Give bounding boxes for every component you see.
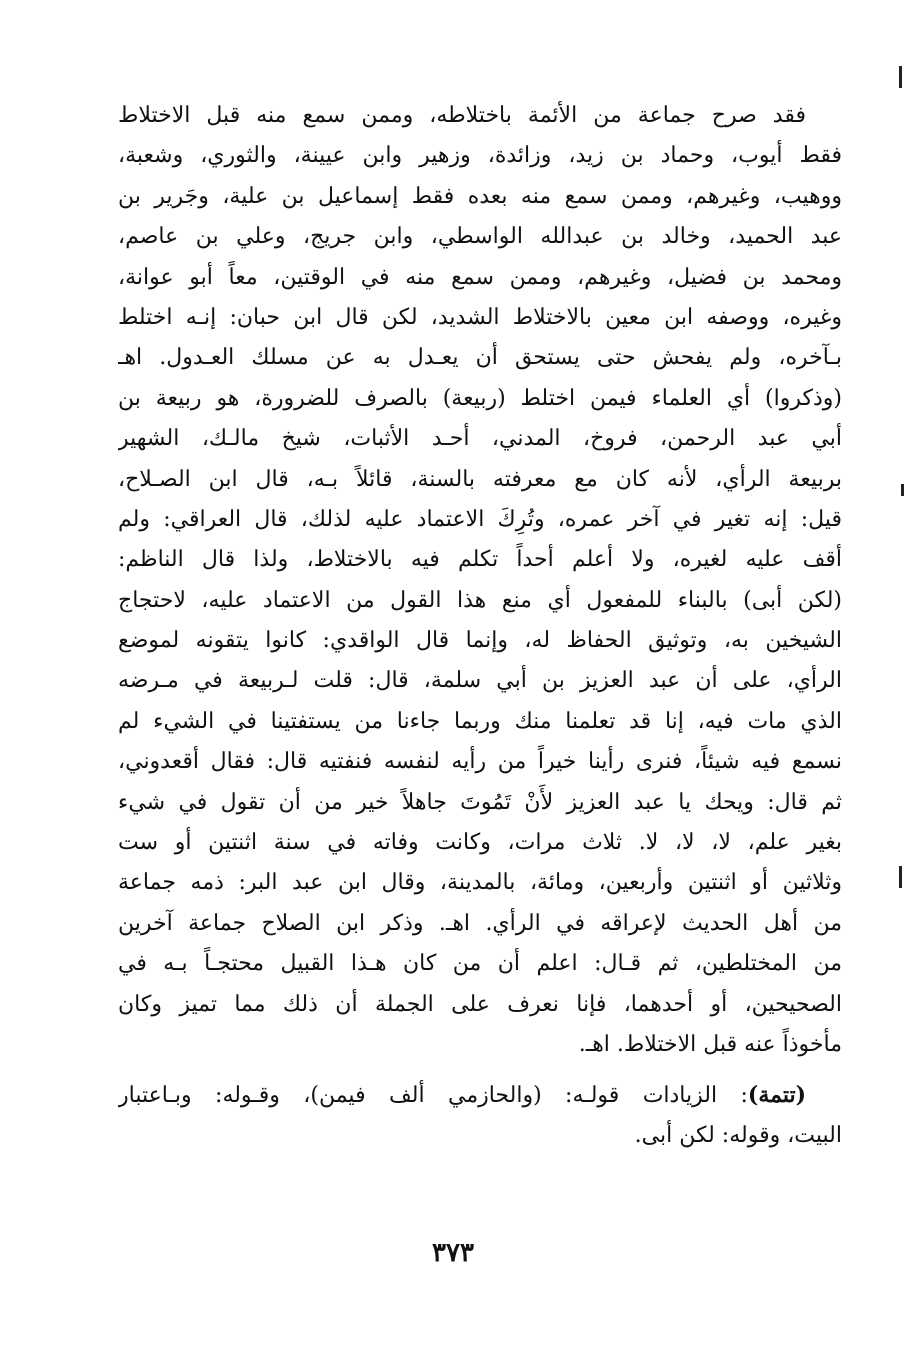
text-line: ثم قال: ويحك يا عبد العزيز لأَنْ تَمُوتَ جاهلاً خير من أن تقول في شيء xyxy=(118,789,842,815)
text-line: قيل: إنه تغير في آخر عمره، وتُرِكَ الاعتماد عليه لذلك، قال العراقي: ولم xyxy=(118,506,842,532)
supplement-line-2: البيت، وقوله: لكن أبى. xyxy=(634,1122,842,1148)
text-line: ومحمد بن فضيل، وغيرهم، وممن سمع منه في الوقتين، معاً أبو عوانة، xyxy=(118,264,842,290)
text-line: الشيخين به، وتوثيق الحفاظ له، وإنما قال الواقدي: كانوا يتقونه لموضع xyxy=(118,628,842,654)
text-line: فقط أيوب، وحماد بن زيد، وزائدة، وزهير وابن عيينة، والثوري، وشعبة، xyxy=(118,143,842,169)
paragraph-gap xyxy=(118,1065,842,1075)
text-line: وغيره، ووصفه ابن معين بالاختلاط الشديد، لكن قال ابن حبان: إنـه اختلط xyxy=(118,304,842,330)
text-line: عبد الحميد، وخالد بن عبدالله الواسطي، وابن جريج، وعلي بن عاصم، xyxy=(118,224,842,250)
text-line: أبي عبد الرحمن، فروخ، المدني، أحـد الأثبات، شيخ مالـك، الشهير xyxy=(118,426,842,452)
text-line: بربيعة الرأي، لأنه كان مع معرفته بالسنة، قائلاً بـه، قال ابن الصـلاح، xyxy=(118,466,842,492)
text-line: مأخوذاً عنه قبل الاختلاط. اهـ. xyxy=(578,1031,842,1057)
text-line: بـآخره، ولم يفحش حتى يستحق أن يعـدل به عن مسلك العـدول. اهـ xyxy=(118,345,842,371)
edge-tick-middle xyxy=(901,484,904,496)
text-line: ووهيب، وغيرهم، وممن سمع منه بعده فقط إسماعيل بن علية، وجَرير بن xyxy=(118,183,842,209)
body-text xyxy=(118,96,842,1156)
text-line: وثلاثين أو اثنتين وأربعين، ومائة، بالمدينة، وقال ابن عبد البر: ذمه جماعة xyxy=(118,870,842,896)
edge-tick-top xyxy=(899,66,902,88)
text-line: الرأي، على أن عبد العزيز بن أبي سلمة، قال: قلت لـربيعة في مـرضه xyxy=(118,668,842,694)
edge-tick-bottom xyxy=(899,866,902,888)
supplement-text: : الزيادات قولـه: (والحازمي ألف فيمن)، وقـوله: وبـاعتبار xyxy=(118,1083,748,1109)
text-line: الصحيحين، أو أحدهما، فإنا نعرف على الجملة أن ذلك مما تميز وكان xyxy=(118,991,842,1017)
text-line: الذي مات فيه، إنا قد تعلمنا منك وربما جاءنا من يستفتينا في الشيء لم xyxy=(118,708,842,734)
supplement-line-1 xyxy=(118,1075,842,1115)
text-line: أقف عليه لغيره، ولا أعلم أحداً تكلم فيه بالاختلاط، ولذا قال الناظم: xyxy=(118,547,842,573)
text-line: فقد صرح جماعة من الأئمة باختلاطه، وممن سمع منه قبل الاختلاط xyxy=(118,103,806,128)
text-line: من المختلطين، ثم قـال: اعلم أن من كان هـذا القبيل محتجـاً بـه في xyxy=(118,951,842,977)
text-line: بغير علم، لا، لا، لا. ثلاث مرات، وكانت وفاته في سنة اثنتين أو ست xyxy=(118,830,842,856)
text-line: من أهل الحديث لإعراقه في الرأي. اهـ. وذكر ابن الصلاح جماعة آخرين xyxy=(118,910,842,936)
text-line: (لكن أبى) بالبناء للمفعول أي منع هذا القول من الاعتماد عليه، لاحتجاج xyxy=(118,587,842,613)
text-line: نسمع فيه شيئاً، فنرى رأينا خيراً من رأيه لنفسه فنفتيه قال: فقال أقعدوني، xyxy=(118,749,842,775)
supplement-label: (تتمة) xyxy=(747,1082,806,1109)
text-line: (وذكروا) أي العلماء فيمن اختلط (ربيعة) بالصرف للضرورة، هو ربيعة بن xyxy=(118,385,842,411)
page-number: ٣٧٣ xyxy=(432,1238,474,1268)
